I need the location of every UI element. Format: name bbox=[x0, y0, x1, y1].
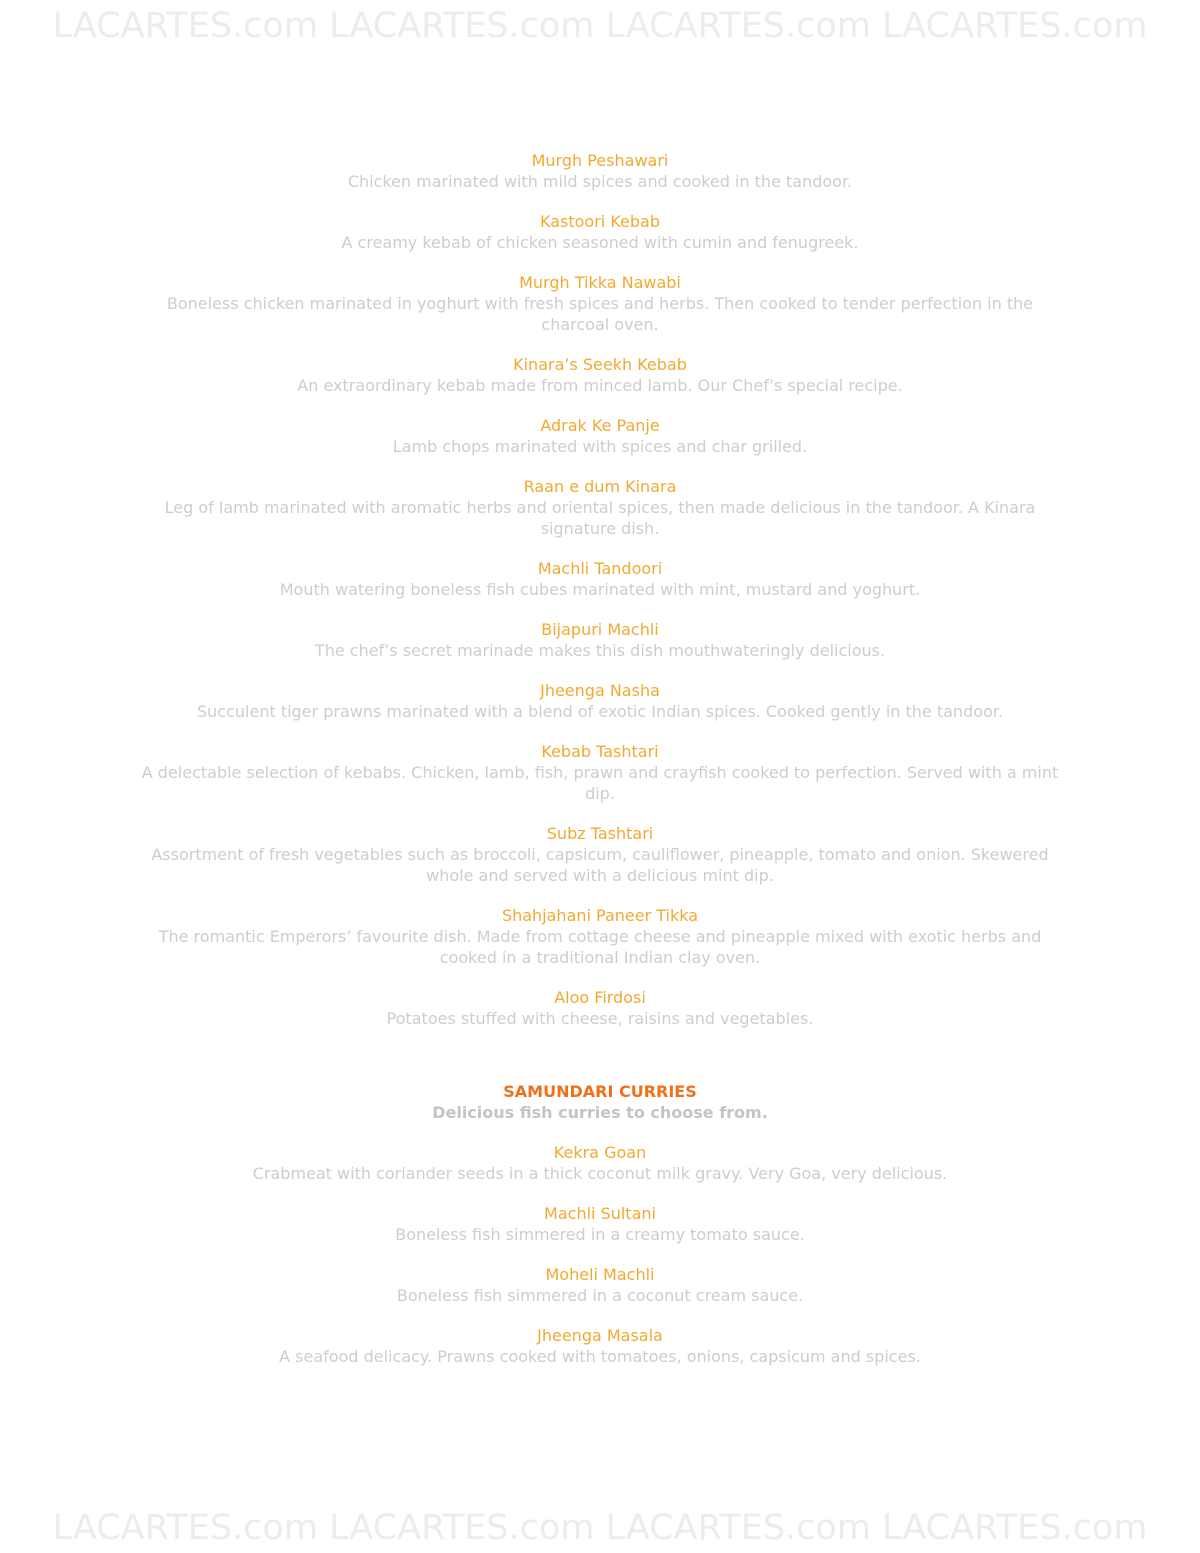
menu-item-description: Succulent tiger prawns marinated with a blend of exotic Indian spices. Cooked gently in the tandoor. bbox=[197, 702, 1003, 721]
menu-item-description: Mouth watering boneless fish cubes marinated with mint, mustard and yoghurt. bbox=[279, 580, 921, 599]
menu-item bbox=[140, 619, 1060, 661]
menu-item-name: Machli Sultani bbox=[544, 1204, 656, 1223]
menu-item-description: Crabmeat with coriander seeds in a thick coconut milk gravy. Very Goa, very delicious. bbox=[252, 1164, 948, 1183]
menu-item-name: Kebab Tashtari bbox=[541, 742, 659, 761]
menu-content bbox=[140, 150, 1060, 1386]
menu-item-description: Leg of lamb marinated with aromatic herbs and oriental spices, then made delicious in the tandoor. A Kinara signature dish. bbox=[164, 498, 1036, 538]
section-subtitle: Delicious fish curries to choose from. bbox=[432, 1103, 768, 1122]
menu-item-description: An extraordinary kebab made from minced lamb. Our Chef’s special recipe. bbox=[297, 376, 903, 395]
menu-item bbox=[140, 476, 1060, 539]
menu-item-name: Bijapuri Machli bbox=[541, 620, 659, 639]
section-header-samundari bbox=[140, 1081, 1060, 1123]
menu-item-description: Assortment of fresh vegetables such as broccoli, capsicum, cauliflower, pineapple, tomato and onion. Skewered whole and served with a delicious mint dip. bbox=[151, 845, 1049, 885]
menu-item-name: Subz Tashtari bbox=[546, 824, 654, 843]
menu-item bbox=[140, 415, 1060, 457]
menu-item bbox=[140, 905, 1060, 968]
menu-item bbox=[140, 987, 1060, 1029]
menu-item-name: Raan e dum Kinara bbox=[523, 477, 677, 496]
menu-item-name: Adrak Ke Panje bbox=[540, 416, 660, 435]
menu-item-description: The chef’s secret marinade makes this dish mouthwateringly delicious. bbox=[314, 641, 886, 660]
menu-item bbox=[140, 680, 1060, 722]
menu-item bbox=[140, 211, 1060, 253]
menu-item-name: Murgh Tikka Nawabi bbox=[519, 273, 681, 292]
menu-item-name: Kekra Goan bbox=[553, 1143, 647, 1162]
menu-item-description: Boneless chicken marinated in yoghurt with fresh spices and herbs. Then cooked to tender perfection in the charcoal oven. bbox=[166, 294, 1034, 334]
menu-item-name: Murgh Peshawari bbox=[531, 151, 669, 170]
menu-item-name: Kastoori Kebab bbox=[540, 212, 660, 231]
menu-item-description: A seafood delicacy. Prawns cooked with tomatoes, onions, capsicum and spices. bbox=[279, 1347, 921, 1366]
menu-item bbox=[140, 1325, 1060, 1367]
section-title: SAMUNDARI CURRIES bbox=[503, 1082, 697, 1101]
menu-item bbox=[140, 1203, 1060, 1245]
menu-item bbox=[140, 558, 1060, 600]
watermark-top: LACARTES.com LACARTES.com LACARTES.com LACARTES.com bbox=[52, 6, 1148, 46]
watermark-bottom: LACARTES.com LACARTES.com LACARTES.com LACARTES.com bbox=[52, 1508, 1148, 1548]
menu-item bbox=[140, 150, 1060, 192]
menu-item-description: Boneless fish simmered in a creamy tomato sauce. bbox=[395, 1225, 805, 1244]
menu-item-description: Lamb chops marinated with spices and char grilled. bbox=[392, 437, 808, 456]
menu-item-description: Potatoes stuffed with cheese, raisins and vegetables. bbox=[386, 1009, 814, 1028]
menu-item-name: Kinara’s Seekh Kebab bbox=[513, 355, 687, 374]
menu-item-description: Boneless fish simmered in a coconut cream sauce. bbox=[396, 1286, 804, 1305]
menu-item bbox=[140, 823, 1060, 886]
menu-item-name: Jheenga Nasha bbox=[540, 681, 660, 700]
menu-item bbox=[140, 354, 1060, 396]
menu-item bbox=[140, 1142, 1060, 1184]
menu-item-name: Aloo Firdosi bbox=[554, 988, 646, 1007]
menu-item-name: Moheli Machli bbox=[545, 1265, 655, 1284]
menu-item-description: A creamy kebab of chicken seasoned with cumin and fenugreek. bbox=[341, 233, 859, 252]
menu-item-description: The romantic Emperors’ favourite dish. Made from cottage cheese and pineapple mixed with exotic herbs and cooked in a traditional Indian clay oven. bbox=[158, 927, 1042, 967]
menu-item bbox=[140, 1264, 1060, 1306]
menu-item-description: A delectable selection of kebabs. Chicken, lamb, fish, prawn and crayfish cooked to perfection. Served with a mint dip. bbox=[141, 763, 1059, 803]
menu-item bbox=[140, 272, 1060, 335]
menu-item-name: Jheenga Masala bbox=[537, 1326, 663, 1345]
menu-item-description: Chicken marinated with mild spices and cooked in the tandoor. bbox=[347, 172, 853, 191]
menu-item-name: Shahjahani Paneer Tikka bbox=[501, 906, 699, 925]
menu-item-name: Machli Tandoori bbox=[537, 559, 663, 578]
menu-item bbox=[140, 741, 1060, 804]
